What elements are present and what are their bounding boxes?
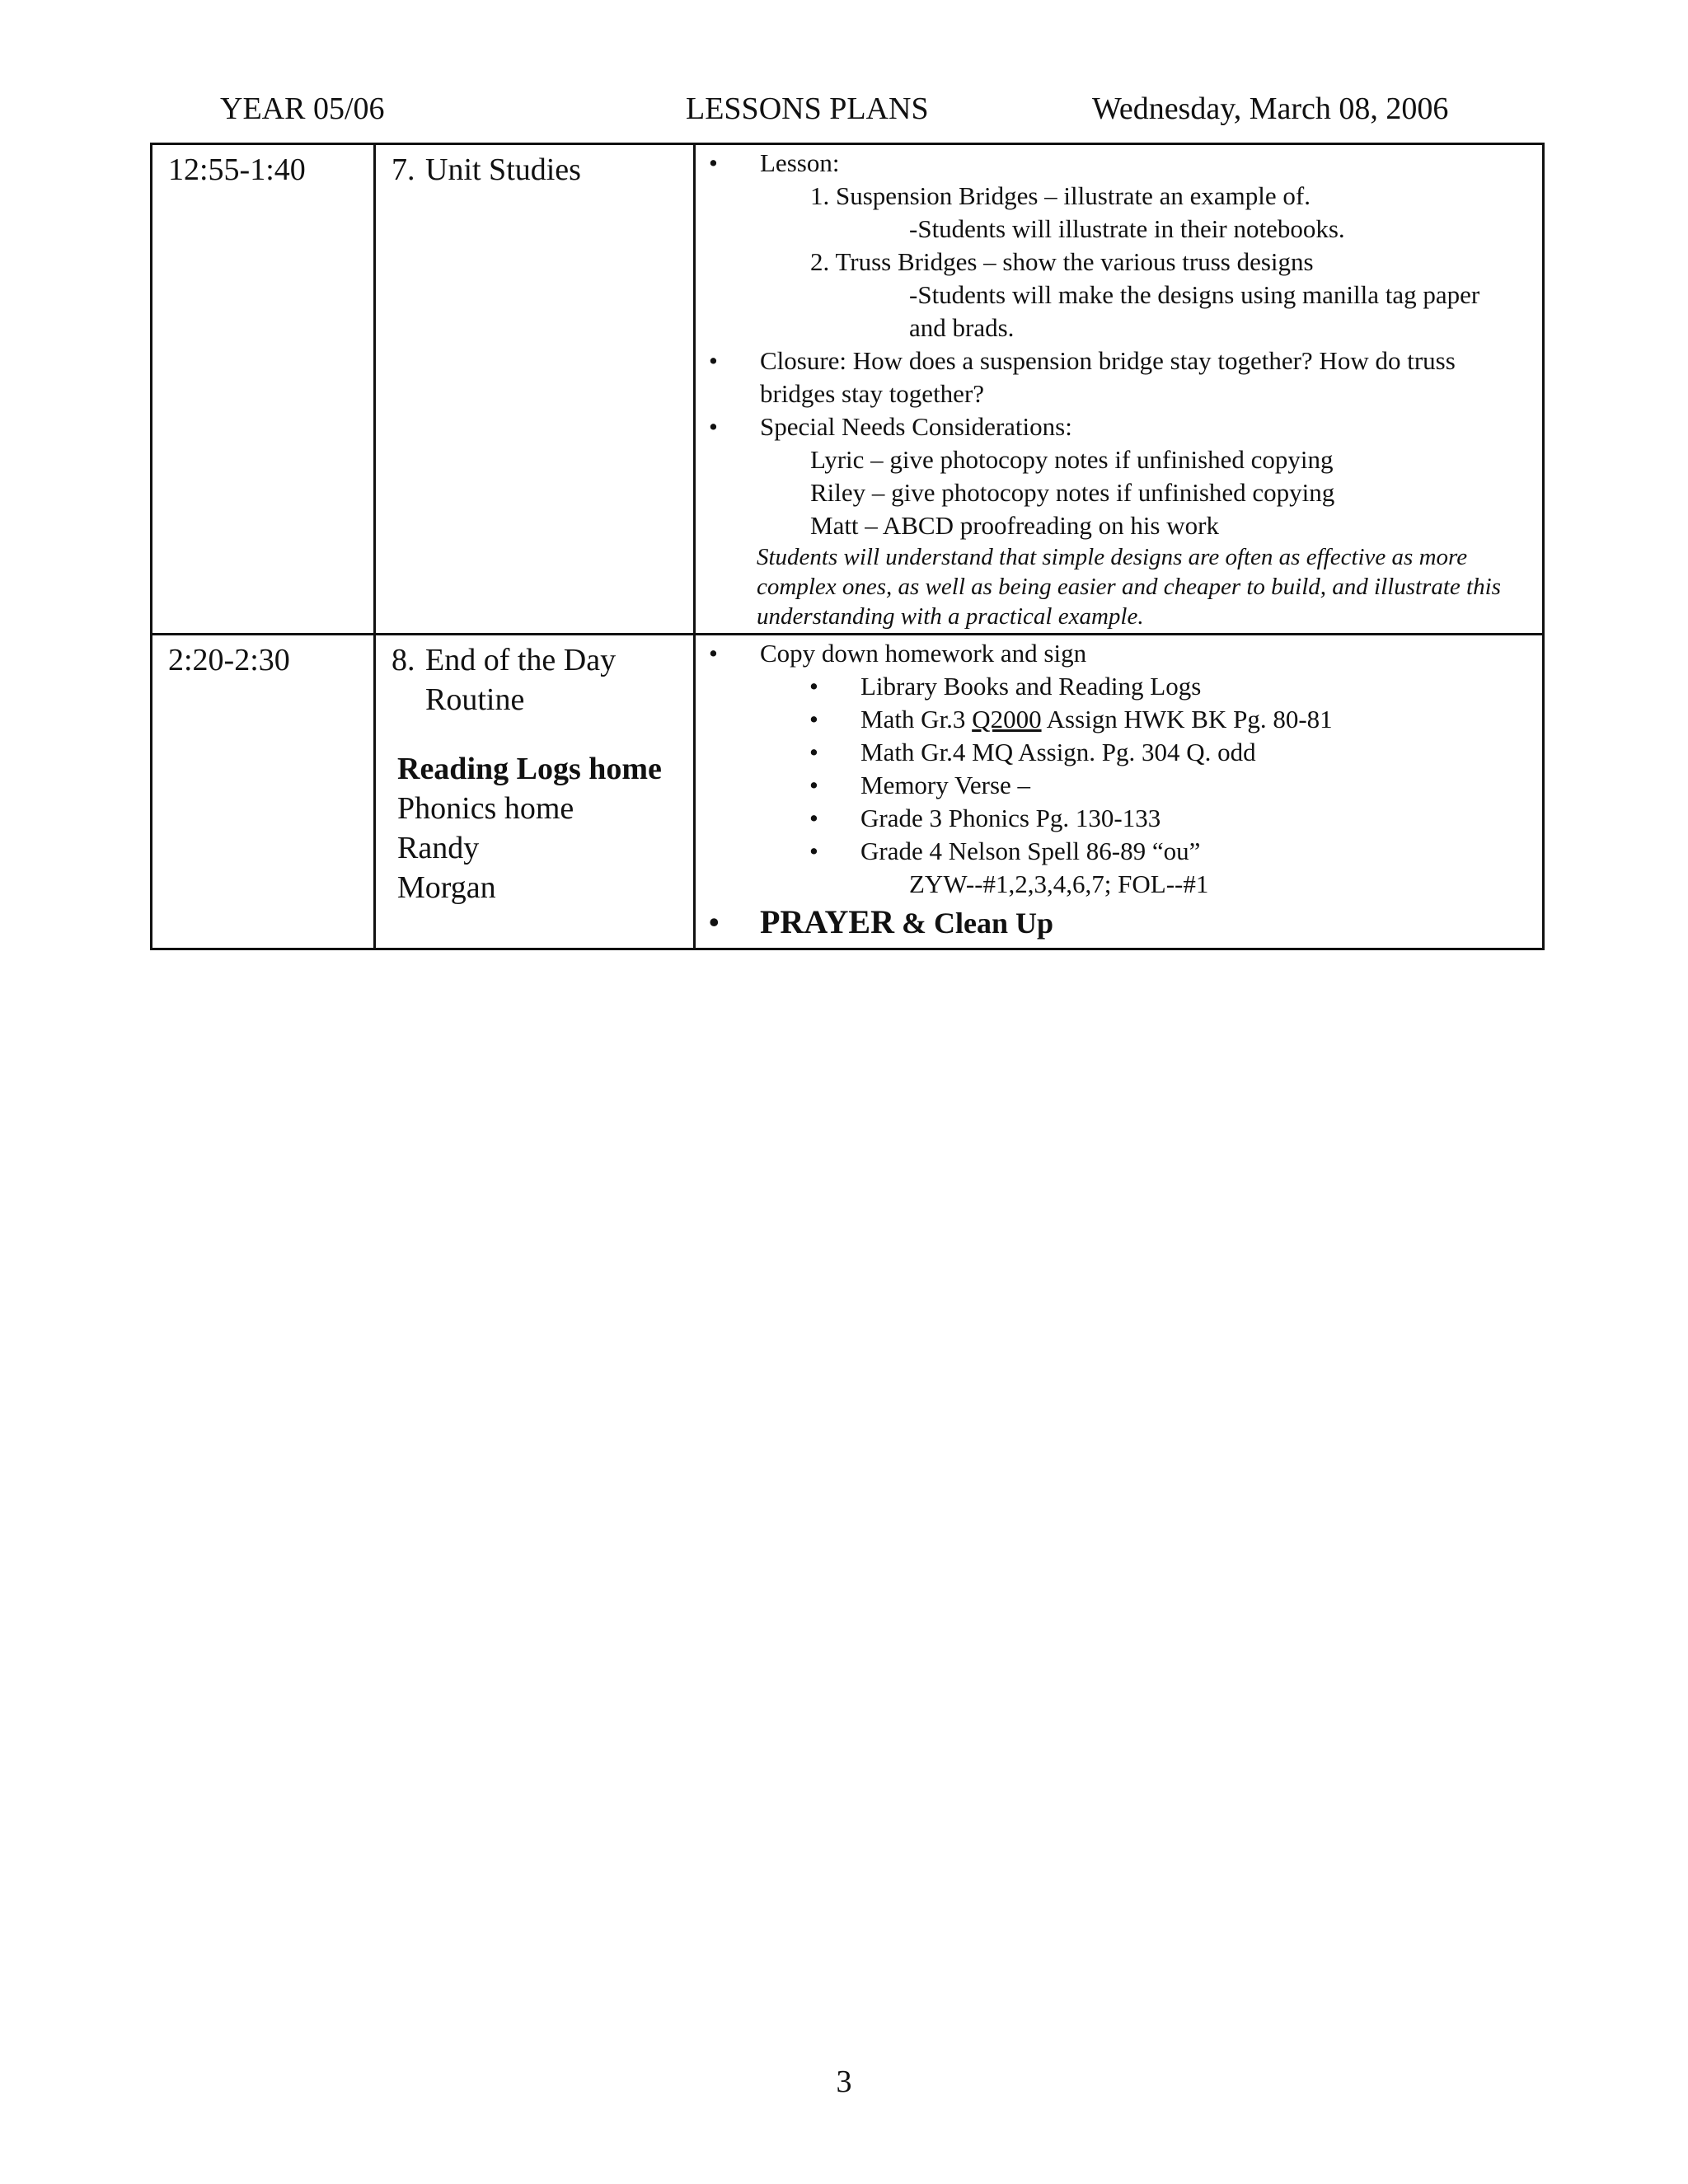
lesson-item-1-detail: -Students will illustrate in their notebooks. — [909, 214, 1345, 243]
math3-suffix: Assign HWK BK Pg. 80-81 — [1041, 705, 1333, 733]
subject-title: Unit Studies — [425, 152, 581, 187]
spelling-detail: ZYW--#1,2,3,4,6,7; FOL--#1 — [909, 869, 1209, 898]
lesson-objective: Students will understand that simple designs are often as effective as more complex ones, as well as being easier and cheaper to build, and illustrate this understanding with a practical example. — [757, 544, 1501, 630]
student-name: Randy — [397, 831, 480, 865]
homework-item: • Math Gr.4 MQ Assign. Pg. 304 Q. odd — [696, 736, 1542, 769]
homework-item: • Grade 3 Phonics Pg. 130-133 — [696, 802, 1542, 835]
time-cell — [152, 144, 375, 635]
lesson-label: • Lesson: — [696, 147, 1542, 180]
content-cell — [695, 635, 1544, 949]
header-date: Wednesday, March 08, 2006 — [1092, 91, 1449, 126]
special-needs-item: Matt – ABCD proofreading on his work — [810, 511, 1219, 540]
subject-block — [376, 145, 693, 190]
subject-title-cont: Routine — [425, 682, 525, 717]
special-needs-item: Lyric – give photocopy notes if unfinished copying — [810, 445, 1334, 474]
q2000-link: Q2000 — [972, 705, 1042, 733]
prayer-text: PRAYER — [760, 903, 894, 940]
content-cell — [695, 144, 1544, 635]
homework-item: • Grade 4 Nelson Spell 86-89 “ou” — [696, 835, 1542, 868]
time-cell — [152, 635, 375, 949]
closure-text — [696, 344, 1542, 410]
homework-item — [696, 703, 1542, 736]
time-text: 2:20-2:30 — [168, 643, 290, 677]
lesson-item-2: 2. Truss Bridges – show the various truss designs — [810, 247, 1314, 276]
homework-label: • Copy down homework and sign — [696, 637, 1542, 670]
lesson-item-1: 1. Suspension Bridges – illustrate an example of. — [810, 181, 1311, 210]
subject-number: 8. — [392, 643, 415, 677]
reading-logs-note: Reading Logs home — [397, 752, 662, 786]
lesson-item-2-detail-cont: and brads. — [909, 313, 1015, 342]
homework-item: • Memory Verse – — [696, 769, 1542, 802]
closure-line-1: • Closure: How does a suspension bridge stay together? How do truss — [760, 346, 1456, 375]
special-needs-label: • Special Needs Considerations: — [696, 410, 1542, 443]
end-of-day-notes — [397, 749, 693, 907]
table-row — [152, 635, 1544, 949]
lesson-content — [696, 145, 1542, 633]
subject-title: End of the Day — [425, 643, 617, 677]
subject-cell — [375, 144, 695, 635]
math3-prefix: Math Gr.3 — [860, 705, 973, 733]
subject-number: 7. — [392, 152, 415, 187]
time-text: 12:55-1:40 — [168, 152, 306, 187]
subject-block — [376, 635, 693, 907]
lesson-item-2-detail: -Students will make the designs using manilla tag paper — [909, 280, 1480, 309]
homework-content — [696, 635, 1542, 946]
closure-line-2: bridges stay together? — [760, 379, 985, 408]
subject-cell — [375, 635, 695, 949]
homework-item: • Library Books and Reading Logs — [696, 670, 1542, 703]
table-row — [152, 144, 1544, 635]
prayer-item — [696, 901, 1542, 944]
clean-up-text: & Clean Up — [894, 907, 1054, 940]
header-year: YEAR 05/06 — [220, 91, 385, 126]
header-title: LESSONS PLANS — [686, 91, 929, 126]
lesson-plan-table — [150, 143, 1545, 950]
page-number: 3 — [836, 2064, 852, 2099]
special-needs-item: Riley – give photocopy notes if unfinished copying — [810, 478, 1335, 507]
student-name: Morgan — [397, 870, 496, 905]
phonics-note: Phonics home — [397, 791, 574, 826]
